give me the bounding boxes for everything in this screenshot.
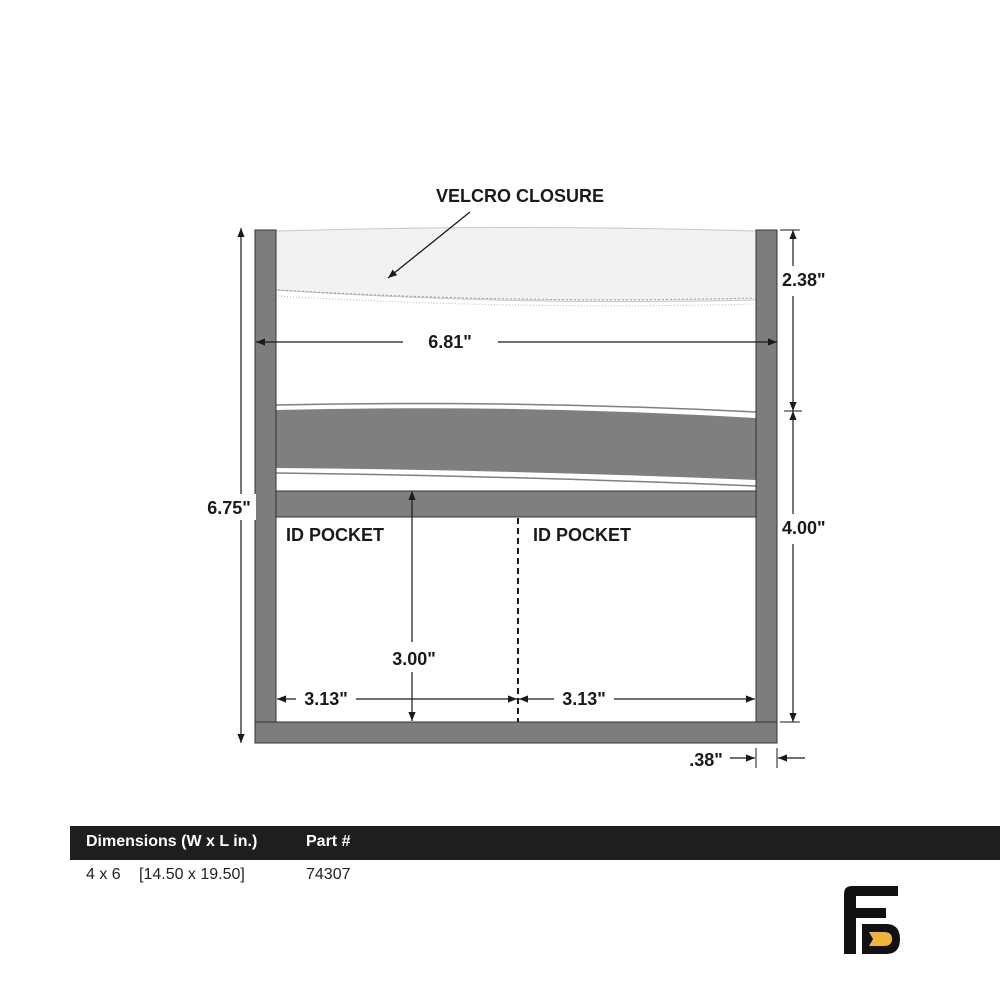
spec-table-header <box>70 826 1000 860</box>
pocket-top-strip <box>276 491 756 517</box>
gray-band <box>276 408 756 480</box>
dim-border-label: .38" <box>689 750 723 770</box>
dim-pocket-zone-label: 4.00" <box>782 518 826 538</box>
header-part-number: Part # <box>306 833 351 850</box>
brand-logo <box>842 884 902 956</box>
dim-total-height-label: 6.75" <box>207 498 251 518</box>
velcro-flap <box>276 228 756 302</box>
frame-right <box>756 230 777 722</box>
dim-pocket-left-width-label: 3.13" <box>304 689 348 709</box>
dim-width-label: 6.81" <box>428 332 472 352</box>
frame-bottom <box>255 722 777 743</box>
row-dimensions: [14.50 x 19.50] <box>139 866 245 883</box>
velcro-callout-label: VELCRO CLOSURE <box>435 186 605 206</box>
row-size: 4 x 6 <box>86 866 121 883</box>
dim-pocket-right-width-label: 3.13" <box>562 689 606 709</box>
frame-left <box>255 230 276 722</box>
header-dimensions: Dimensions (W x L in.) <box>86 833 258 850</box>
row-part-number: 74307 <box>306 866 351 883</box>
pocket-right-label: ID POCKET <box>533 525 632 545</box>
dim-pocket-height-label: 3.00" <box>392 649 436 669</box>
pocket-left-label: ID POCKET <box>286 525 385 545</box>
dim-flap-label: 2.38" <box>782 270 826 290</box>
